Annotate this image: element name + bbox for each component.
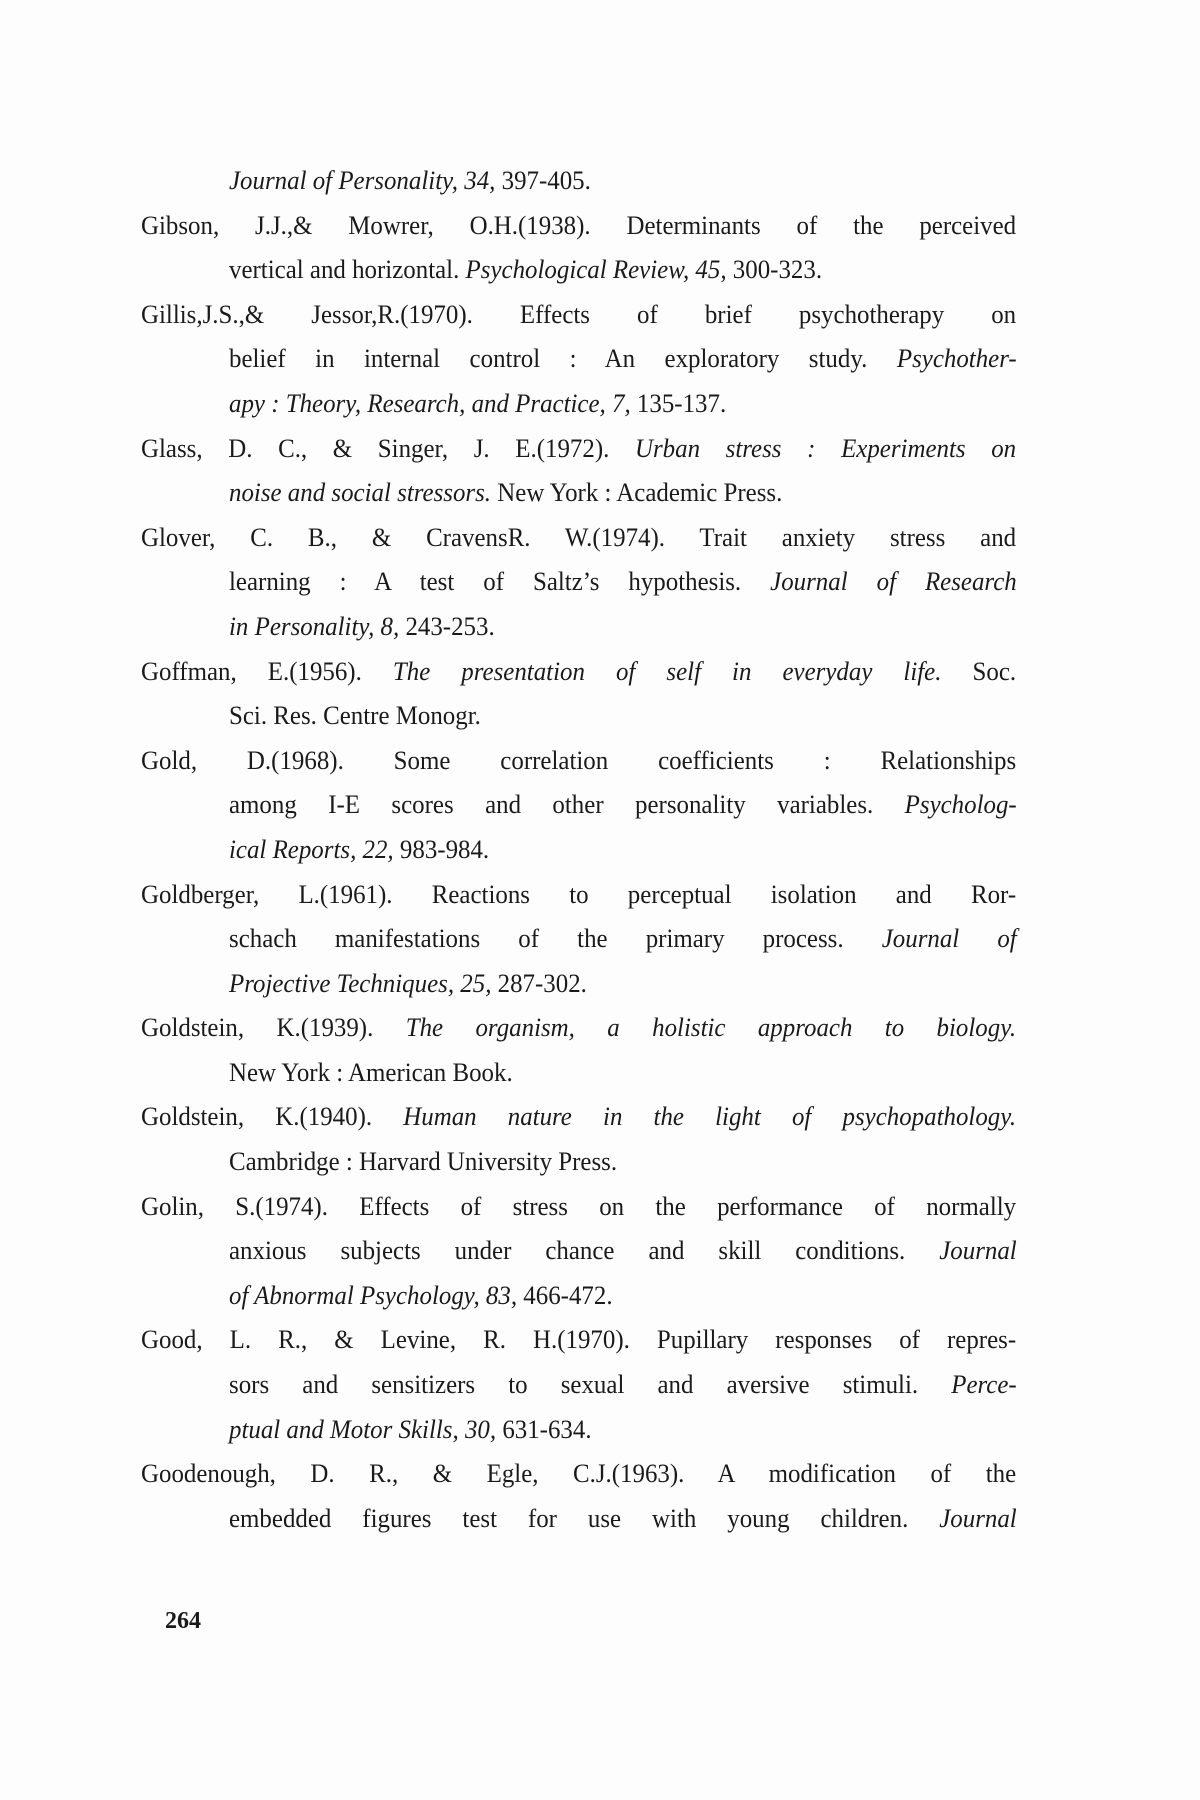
reference-entry-first-line (141, 738, 1016, 783)
italic-title-text: ical Reports, 22, (229, 833, 394, 864)
reference-entry-first-line (141, 292, 1016, 337)
reference-text: 397-405. (495, 165, 591, 195)
reference-entry-first-line (141, 203, 1016, 248)
italic-title-text: in Personality, 8, (229, 610, 400, 641)
italic-title-text: Journal (939, 1235, 1017, 1266)
reference-continuation-line (229, 1228, 1017, 1273)
reference-continuation-line (229, 782, 1017, 827)
italic-title-text: Journal (939, 1502, 1017, 1533)
italic-title-text: Psychother- (896, 343, 1017, 374)
reference-continuation-line (229, 336, 1017, 381)
reference-text: belief in internal control : An exploratory study. (229, 343, 897, 374)
italic-title-text: Journal of (881, 923, 1017, 954)
reference-text: Gillis,J.S.,& Jessor,R.(1970). Effects of brief psychotherapy on (141, 298, 1017, 329)
reference-text: 983-984. (393, 833, 490, 864)
reference-text: New York : American Book. (229, 1056, 513, 1087)
reference-text: vertical and horizontal. (229, 254, 466, 285)
reference-text: Goffman, E.(1956). (141, 655, 393, 686)
italic-title-text: noise and social stressors. (229, 477, 492, 508)
reference-continuation-line (229, 1273, 1017, 1318)
italic-title-text: Journal of Personality, 34, (229, 165, 496, 195)
reference-continuation-line (229, 693, 1017, 738)
reference-continuation-line (229, 916, 1017, 961)
reference-text: 135-137. (630, 387, 727, 418)
reference-text: Gold, D.(1968). Some correlation coefficients : Relationships (141, 744, 1017, 775)
reference-continuation-line (229, 470, 1017, 515)
reference-text: Glass, D. C., & Singer, J. E.(1972). (141, 432, 635, 463)
reference-text: sors and sensitizers to sexual and aversive stimuli. (229, 1369, 952, 1400)
italic-title-text: Journal of Research (770, 566, 1017, 597)
reference-text: anxious subjects under chance and skill conditions. (229, 1235, 940, 1266)
reference-text: Cambridge : Harvard University Press. (229, 1146, 618, 1177)
reference-text: embedded figures test for use with young children. (229, 1502, 940, 1533)
reference-entry-first-line (141, 1005, 1016, 1050)
reference-text: 631-634. (496, 1413, 592, 1444)
reference-continuation-line (229, 961, 1017, 1006)
reference-entry-first-line (141, 1451, 1016, 1496)
italic-title-text: The presentation of self in everyday life. (392, 655, 942, 686)
reference-continuation-line (229, 1407, 1017, 1452)
italic-title-text: Human nature in the light of psychopathology. (403, 1101, 1017, 1132)
reference-text: learning : A test of Saltz’s hypothesis. (229, 566, 771, 597)
page-number: 264 (165, 1608, 201, 1634)
reference-text: New York : Academic Press. (491, 477, 783, 508)
reference-entry-first-line (141, 1094, 1016, 1139)
reference-continuation-line (229, 827, 1017, 872)
reference-continuation-line (229, 1362, 1017, 1407)
reference-continuation-line (229, 1139, 1017, 1184)
italic-title-text: Urban stress : Experiments on (634, 432, 1017, 463)
reference-text: 466-472. (517, 1279, 613, 1310)
reference-text: Golin, S.(1974). Effects of stress on the performance of normally (141, 1190, 1017, 1221)
reference-text: Goldstein, K.(1940). (141, 1101, 404, 1132)
reference-entry-first-line (141, 1317, 1016, 1362)
reference-text: Soc. (941, 655, 1017, 686)
reference-continuation-line (229, 381, 1017, 426)
italic-title-text: Projective Techniques, 25, (229, 967, 492, 998)
reference-text: Sci. Res. Centre Monogr. (229, 700, 481, 731)
reference-continuation-line (229, 604, 1017, 649)
reference-continuation-line (229, 559, 1017, 604)
reference-text: Goldstein, K.(1939). (141, 1012, 406, 1043)
reference-text: schach manifestations of the primary process. (229, 923, 882, 954)
reference-text: Goodenough, D. R., & Egle, C.J.(1963). A modification of the (141, 1458, 1017, 1489)
reference-text: Goldberger, L.(1961). Reactions to perceptual isolation and Ror- (141, 878, 1017, 909)
reference-continuation-line (229, 247, 1017, 292)
reference-text: 287-302. (491, 967, 587, 998)
reference-entry-first-line (141, 426, 1016, 471)
italic-title-text: ptual and Motor Skills, 30, (229, 1413, 497, 1444)
reference-text: 300-323. (726, 254, 823, 285)
reference-entry-first-line (141, 515, 1016, 560)
italic-title-text: Perce- (951, 1369, 1017, 1400)
reference-text: Gibson, J.J.,& Mowrer, O.H.(1938). Determinants of the perceived (141, 209, 1017, 240)
reference-continuation-line (229, 1050, 1017, 1095)
reference-list (141, 158, 1016, 1540)
italic-title-text: The organism, a holistic approach to biology. (405, 1012, 1017, 1043)
italic-title-text: of Abnormal Psychology, 83, (229, 1279, 518, 1310)
reference-entry-first-line (141, 1184, 1016, 1229)
reference-continuation-line (229, 158, 1017, 203)
reference-text: among I-E scores and other personality variables. (229, 789, 905, 820)
reference-text: Good, L. R., & Levine, R. H.(1970). Pupillary responses of repres- (141, 1324, 1017, 1355)
italic-title-text: apy : Theory, Research, and Practice, 7, (229, 387, 631, 418)
reference-continuation-line (229, 1496, 1017, 1541)
reference-text: 243-253. (399, 610, 495, 641)
italic-title-text: Psychological Review, 45, (465, 254, 727, 285)
reference-entry-first-line (141, 649, 1016, 694)
italic-title-text: Psycholog- (904, 789, 1017, 820)
reference-text: Glover, C. B., & CravensR. W.(1974). Trait anxiety stress and (141, 521, 1017, 552)
reference-entry-first-line (141, 872, 1016, 917)
